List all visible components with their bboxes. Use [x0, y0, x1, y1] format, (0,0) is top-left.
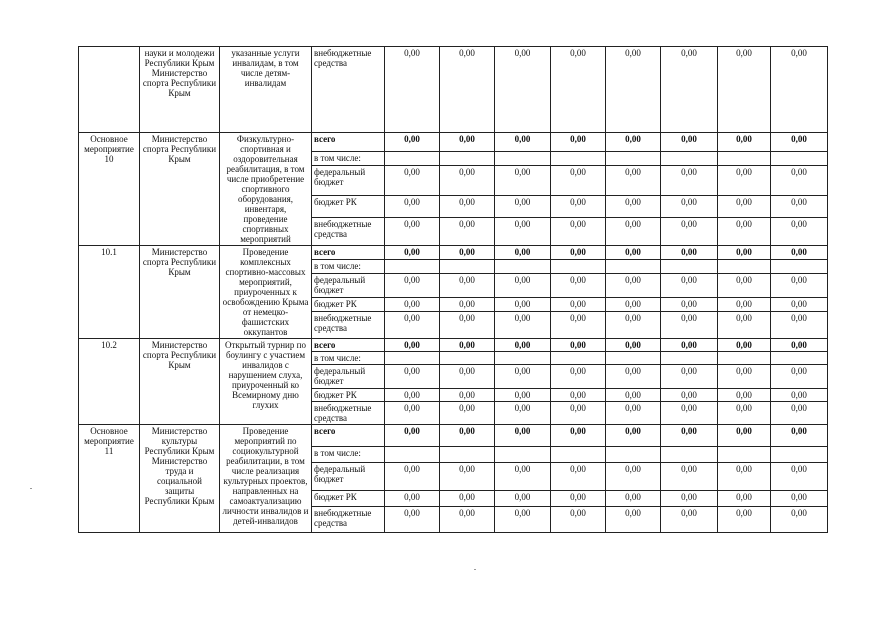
amount-cell — [440, 352, 495, 365]
amount-cell — [495, 352, 551, 365]
amount-cell: 0,00 — [495, 133, 551, 152]
amount-cell: 0,00 — [661, 312, 718, 339]
amount-cell: 0,00 — [718, 312, 771, 339]
amount-cell: 0,00 — [606, 298, 661, 312]
amount-cell: 0,00 — [551, 402, 606, 425]
amount-cell: 0,00 — [495, 389, 551, 402]
amount-cell — [606, 260, 661, 273]
amount-cell: 0,00 — [718, 389, 771, 402]
amount-cell — [718, 447, 771, 463]
amount-cell: 0,00 — [718, 133, 771, 152]
amount-cell: 0,00 — [385, 463, 440, 491]
amount-cell: 0,00 — [771, 246, 828, 260]
amount-cell: 0,00 — [440, 47, 495, 133]
amount-cell: 0,00 — [551, 217, 606, 245]
amount-cell: 0,00 — [385, 491, 440, 507]
amount-cell: 0,00 — [718, 273, 771, 298]
funding-source: бюджет РК — [312, 389, 385, 402]
amount-cell — [440, 260, 495, 273]
amount-cell — [385, 152, 440, 166]
amount-cell: 0,00 — [661, 339, 718, 352]
funding-source: внебюджетные средства — [312, 47, 385, 133]
funding-source: в том числе: — [312, 352, 385, 365]
amount-cell: 0,00 — [440, 425, 495, 447]
amount-cell: 0,00 — [771, 491, 828, 507]
amount-cell: 0,00 — [718, 463, 771, 491]
amount-cell — [440, 447, 495, 463]
amount-cell: 0,00 — [661, 463, 718, 491]
amount-cell: 0,00 — [771, 298, 828, 312]
measure-number: Основное мероприятие 11 — [79, 425, 140, 533]
measure-name: Физкультурно-спортивная и оздоровительная реабилитация, в том числе приобретение спортивного оборудования, инвентаря, проведение спортивных мероприятий — [220, 133, 312, 246]
amount-cell: 0,00 — [606, 365, 661, 389]
amount-cell — [771, 152, 828, 166]
table-row — [79, 246, 828, 260]
amount-cell — [718, 152, 771, 166]
amount-cell — [551, 352, 606, 365]
amount-cell — [551, 260, 606, 273]
table-row — [79, 133, 828, 152]
amount-cell: 0,00 — [718, 298, 771, 312]
table-row — [79, 47, 828, 133]
amount-cell: 0,00 — [440, 298, 495, 312]
amount-cell: 0,00 — [551, 507, 606, 533]
amount-cell: 0,00 — [771, 273, 828, 298]
amount-cell: 0,00 — [771, 463, 828, 491]
amount-cell: 0,00 — [385, 47, 440, 133]
amount-cell: 0,00 — [606, 339, 661, 352]
amount-cell: 0,00 — [661, 425, 718, 447]
amount-cell: 0,00 — [385, 298, 440, 312]
amount-cell: 0,00 — [385, 196, 440, 218]
amount-cell: 0,00 — [771, 166, 828, 196]
amount-cell: 0,00 — [661, 273, 718, 298]
measure-name: Проведение мероприятий по социокультурной реабилитации, в том числе реализация культурных проектов, направленных на самоактуализацию личности инвалидов и детей-инвалидов — [220, 425, 312, 533]
amount-cell: 0,00 — [606, 507, 661, 533]
amount-cell: 0,00 — [771, 312, 828, 339]
amount-cell — [661, 152, 718, 166]
amount-cell: 0,00 — [551, 389, 606, 402]
amount-cell: 0,00 — [606, 425, 661, 447]
amount-cell: 0,00 — [661, 133, 718, 152]
amount-cell — [385, 447, 440, 463]
amount-cell — [385, 352, 440, 365]
scan-speck — [474, 569, 476, 570]
amount-cell: 0,00 — [385, 365, 440, 389]
amount-cell: 0,00 — [771, 196, 828, 218]
funding-source: всего — [312, 425, 385, 447]
amount-cell: 0,00 — [551, 491, 606, 507]
amount-cell: 0,00 — [385, 339, 440, 352]
funding-source: внебюджетные средства — [312, 507, 385, 533]
responsible-executor: Министерство культуры Республики Крым Министерство труда и социальной защиты Республики Крым — [140, 425, 220, 533]
amount-cell — [440, 152, 495, 166]
responsible-executor: науки и молодежи Республики Крым Министерство спорта Республики Крым — [140, 47, 220, 133]
amount-cell: 0,00 — [606, 389, 661, 402]
amount-cell: 0,00 — [606, 196, 661, 218]
funding-source: всего — [312, 133, 385, 152]
amount-cell: 0,00 — [551, 298, 606, 312]
amount-cell: 0,00 — [440, 339, 495, 352]
amount-cell: 0,00 — [771, 507, 828, 533]
amount-cell — [771, 352, 828, 365]
amount-cell: 0,00 — [440, 312, 495, 339]
amount-cell: 0,00 — [718, 365, 771, 389]
funding-source: бюджет РК — [312, 491, 385, 507]
amount-cell: 0,00 — [551, 425, 606, 447]
amount-cell: 0,00 — [771, 339, 828, 352]
amount-cell — [385, 260, 440, 273]
amount-cell: 0,00 — [440, 507, 495, 533]
amount-cell: 0,00 — [606, 47, 661, 133]
funding-source: всего — [312, 246, 385, 260]
amount-cell: 0,00 — [606, 246, 661, 260]
funding-source: федеральный бюджет — [312, 273, 385, 298]
amount-cell: 0,00 — [661, 402, 718, 425]
amount-cell: 0,00 — [606, 166, 661, 196]
amount-cell: 0,00 — [495, 339, 551, 352]
amount-cell: 0,00 — [440, 402, 495, 425]
amount-cell: 0,00 — [661, 47, 718, 133]
amount-cell: 0,00 — [718, 166, 771, 196]
amount-cell: 0,00 — [661, 166, 718, 196]
amount-cell — [495, 260, 551, 273]
amount-cell: 0,00 — [771, 133, 828, 152]
funding-source: бюджет РК — [312, 298, 385, 312]
amount-cell — [495, 447, 551, 463]
amount-cell: 0,00 — [718, 246, 771, 260]
amount-cell: 0,00 — [551, 196, 606, 218]
responsible-executor: Министерство спорта Республики Крым — [140, 133, 220, 246]
amount-cell: 0,00 — [385, 166, 440, 196]
amount-cell: 0,00 — [385, 402, 440, 425]
amount-cell: 0,00 — [551, 133, 606, 152]
measure-name: Открытый турнир по боулингу с участием инвалидов с нарушением слуха, приуроченный ко Всемирному дню глухих — [220, 339, 312, 425]
amount-cell: 0,00 — [385, 273, 440, 298]
amount-cell: 0,00 — [495, 312, 551, 339]
amount-cell: 0,00 — [661, 507, 718, 533]
amount-cell: 0,00 — [495, 298, 551, 312]
amount-cell: 0,00 — [495, 365, 551, 389]
amount-cell: 0,00 — [495, 507, 551, 533]
amount-cell: 0,00 — [771, 425, 828, 447]
amount-cell: 0,00 — [771, 47, 828, 133]
funding-source: в том числе: — [312, 260, 385, 273]
amount-cell: 0,00 — [440, 196, 495, 218]
amount-cell: 0,00 — [440, 491, 495, 507]
amount-cell: 0,00 — [606, 463, 661, 491]
amount-cell: 0,00 — [661, 246, 718, 260]
amount-cell: 0,00 — [771, 217, 828, 245]
amount-cell — [495, 152, 551, 166]
amount-cell: 0,00 — [551, 463, 606, 491]
amount-cell: 0,00 — [495, 491, 551, 507]
measure-number: 10.1 — [79, 246, 140, 339]
amount-cell: 0,00 — [440, 463, 495, 491]
amount-cell — [551, 447, 606, 463]
measure-number: 10.2 — [79, 339, 140, 425]
amount-cell: 0,00 — [551, 273, 606, 298]
amount-cell — [718, 260, 771, 273]
amount-cell — [661, 447, 718, 463]
amount-cell: 0,00 — [718, 196, 771, 218]
amount-cell: 0,00 — [661, 389, 718, 402]
amount-cell — [771, 447, 828, 463]
amount-cell: 0,00 — [551, 246, 606, 260]
amount-cell — [606, 352, 661, 365]
amount-cell — [718, 352, 771, 365]
amount-cell: 0,00 — [661, 298, 718, 312]
amount-cell: 0,00 — [495, 246, 551, 260]
table-row — [79, 339, 828, 352]
amount-cell: 0,00 — [385, 246, 440, 260]
amount-cell: 0,00 — [606, 402, 661, 425]
amount-cell: 0,00 — [385, 312, 440, 339]
funding-source: внебюджетные средства — [312, 402, 385, 425]
amount-cell: 0,00 — [440, 246, 495, 260]
measure-name: Проведение комплексных спортивно-массовых мероприятий, приуроченных к освобождению Крыма от немецко-фашистских оккупантов — [220, 246, 312, 339]
amount-cell: 0,00 — [551, 312, 606, 339]
amount-cell: 0,00 — [771, 389, 828, 402]
amount-cell: 0,00 — [718, 339, 771, 352]
amount-cell: 0,00 — [551, 166, 606, 196]
measure-name: указанные услуги инвалидам, в том числе детям-инвалидам — [220, 47, 312, 133]
funding-source: в том числе: — [312, 152, 385, 166]
amount-cell: 0,00 — [606, 217, 661, 245]
amount-cell: 0,00 — [440, 365, 495, 389]
budget-table — [78, 46, 828, 533]
amount-cell: 0,00 — [440, 133, 495, 152]
amount-cell: 0,00 — [551, 47, 606, 133]
amount-cell: 0,00 — [661, 217, 718, 245]
amount-cell: 0,00 — [440, 217, 495, 245]
funding-source: федеральный бюджет — [312, 463, 385, 491]
amount-cell: 0,00 — [495, 217, 551, 245]
amount-cell: 0,00 — [495, 196, 551, 218]
amount-cell: 0,00 — [385, 507, 440, 533]
amount-cell: 0,00 — [718, 217, 771, 245]
amount-cell: 0,00 — [385, 389, 440, 402]
amount-cell: 0,00 — [495, 47, 551, 133]
amount-cell — [661, 260, 718, 273]
amount-cell: 0,00 — [495, 273, 551, 298]
amount-cell: 0,00 — [661, 365, 718, 389]
table-row — [79, 425, 828, 447]
amount-cell: 0,00 — [385, 425, 440, 447]
amount-cell: 0,00 — [606, 273, 661, 298]
amount-cell: 0,00 — [771, 402, 828, 425]
funding-source: федеральный бюджет — [312, 166, 385, 196]
funding-source: в том числе: — [312, 447, 385, 463]
measure-number — [79, 47, 140, 133]
amount-cell: 0,00 — [551, 365, 606, 389]
amount-cell: 0,00 — [495, 425, 551, 447]
amount-cell — [606, 152, 661, 166]
measure-number: Основное мероприятие 10 — [79, 133, 140, 246]
funding-source: федеральный бюджет — [312, 365, 385, 389]
amount-cell: 0,00 — [385, 217, 440, 245]
scan-speck — [30, 488, 32, 489]
amount-cell: 0,00 — [495, 402, 551, 425]
amount-cell: 0,00 — [495, 166, 551, 196]
funding-source: внебюджетные средства — [312, 312, 385, 339]
amount-cell: 0,00 — [440, 389, 495, 402]
funding-source: бюджет РК — [312, 196, 385, 218]
amount-cell: 0,00 — [661, 491, 718, 507]
amount-cell: 0,00 — [495, 463, 551, 491]
amount-cell — [551, 152, 606, 166]
amount-cell: 0,00 — [718, 491, 771, 507]
amount-cell: 0,00 — [606, 312, 661, 339]
funding-source: внебюджетные средства — [312, 217, 385, 245]
amount-cell: 0,00 — [440, 273, 495, 298]
amount-cell: 0,00 — [606, 133, 661, 152]
amount-cell: 0,00 — [606, 491, 661, 507]
responsible-executor: Министерство спорта Республики Крым — [140, 246, 220, 339]
funding-source: всего — [312, 339, 385, 352]
amount-cell: 0,00 — [551, 339, 606, 352]
amount-cell: 0,00 — [440, 166, 495, 196]
amount-cell: 0,00 — [718, 425, 771, 447]
amount-cell — [606, 447, 661, 463]
amount-cell: 0,00 — [771, 365, 828, 389]
responsible-executor: Министерство спорта Республики Крым — [140, 339, 220, 425]
amount-cell — [661, 352, 718, 365]
amount-cell — [771, 260, 828, 273]
amount-cell: 0,00 — [718, 402, 771, 425]
amount-cell: 0,00 — [718, 507, 771, 533]
amount-cell: 0,00 — [661, 196, 718, 218]
amount-cell: 0,00 — [718, 47, 771, 133]
amount-cell: 0,00 — [385, 133, 440, 152]
